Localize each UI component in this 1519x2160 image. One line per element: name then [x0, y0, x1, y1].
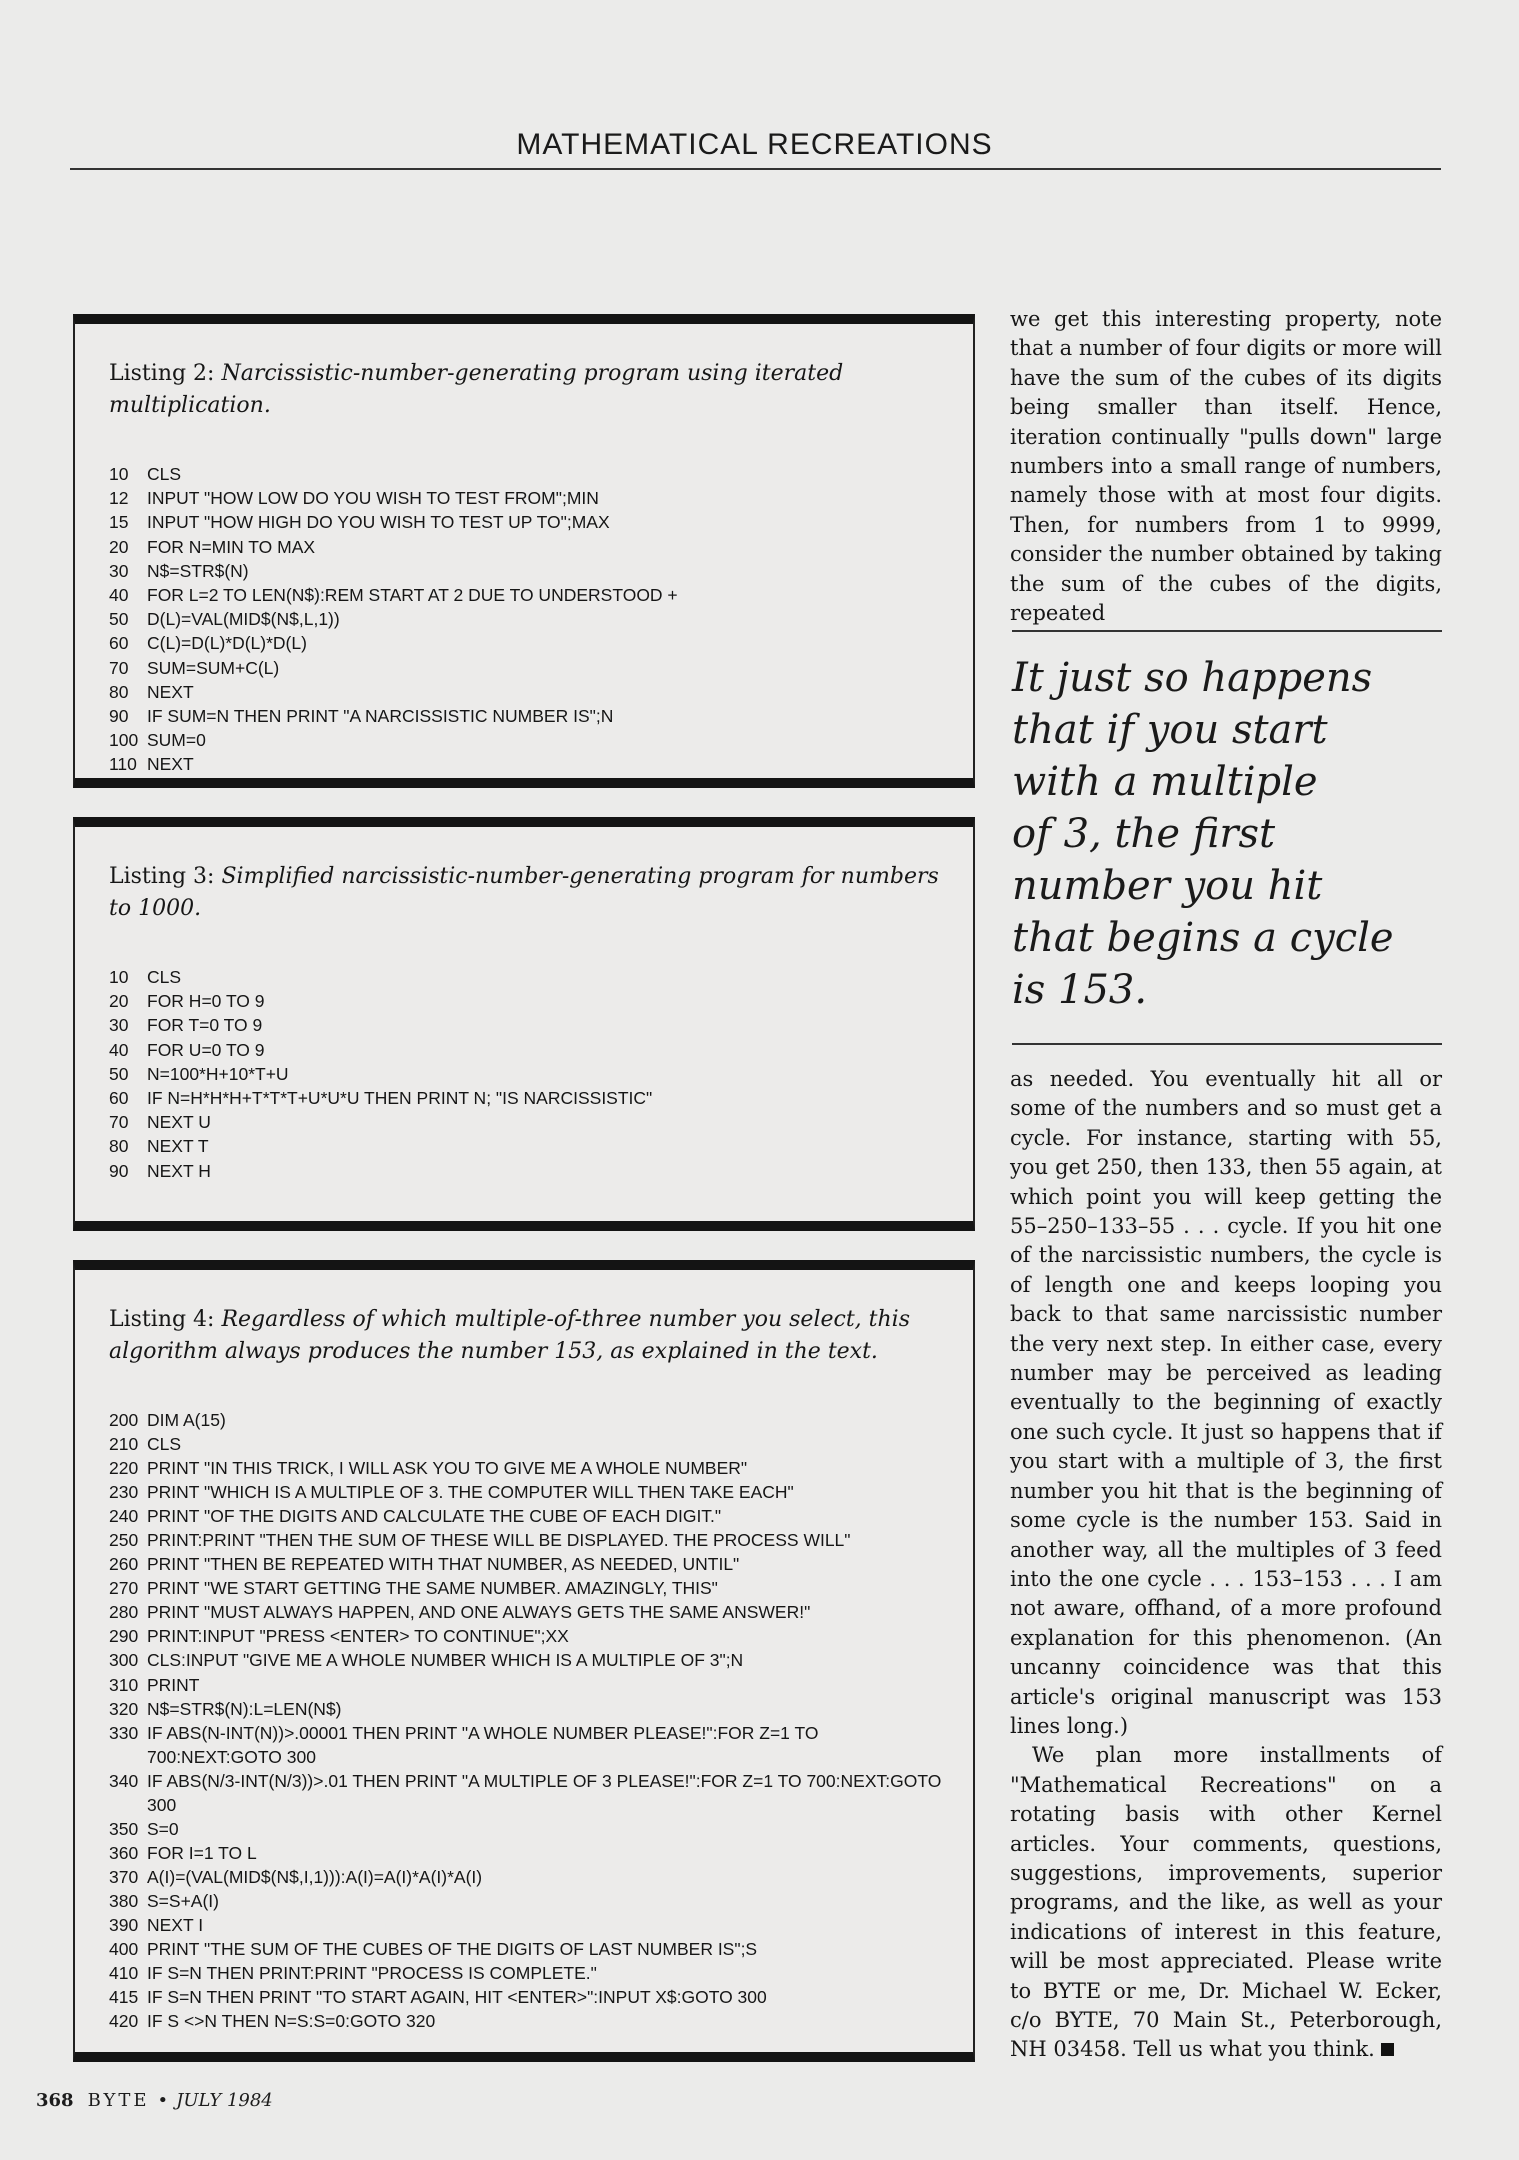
code-text: NEXT U	[147, 1112, 211, 1133]
code-line	[109, 965, 943, 989]
code-line	[109, 1038, 943, 1062]
pull-quote-line: is 153.	[1012, 967, 1148, 1013]
pull-quote-line: with a multiple	[1012, 759, 1318, 805]
code-line	[109, 1913, 943, 1937]
line-number: 410	[109, 1963, 139, 1984]
code-line	[109, 989, 943, 1013]
code-line	[109, 535, 943, 559]
listing-4-label: Listing 4:	[109, 1307, 222, 1332]
code-line	[109, 1086, 943, 1110]
line-number: 20	[109, 536, 129, 557]
code-line	[109, 752, 943, 776]
code-line	[109, 631, 943, 655]
code-line	[109, 728, 943, 752]
line-number: 90	[109, 1160, 129, 1181]
code-text: PRINT	[147, 1674, 200, 1695]
code-text: NEXT H	[147, 1160, 211, 1181]
listing-4-code	[109, 1408, 947, 2033]
page-number: 368	[36, 2090, 74, 2111]
code-line	[109, 1865, 943, 1889]
code-line	[109, 1600, 943, 1624]
code-text: INPUT "HOW LOW DO YOU WISH TO TEST FROM";MIN	[147, 488, 599, 509]
code-line	[109, 1961, 943, 1985]
code-text: C(L)=D(L)*D(L)*D(L)	[147, 633, 307, 654]
listing-4-caption	[109, 1304, 943, 1368]
code-text: NEXT T	[147, 1136, 209, 1157]
pull-quote	[1012, 652, 1442, 1016]
code-text: DIM A(15)	[147, 1410, 226, 1430]
listing-2-caption	[109, 358, 943, 422]
line-number: 50	[109, 1063, 129, 1084]
column-paragraph-closing	[1010, 1741, 1442, 2064]
code-line	[109, 1528, 943, 1552]
code-text: N$=STR$(N)	[147, 560, 249, 581]
line-number: 300	[109, 1650, 139, 1671]
line-number: 70	[109, 1112, 129, 1133]
code-line	[109, 680, 943, 704]
listing-3-box	[73, 817, 975, 1231]
line-number: 40	[109, 1039, 129, 1060]
line-number: 30	[109, 1015, 129, 1036]
line-number: 30	[109, 560, 129, 581]
line-number: 110	[109, 754, 137, 775]
listing-3-caption-text: Simplified narcissistic-number-generating program for numbers to 1000.	[109, 864, 939, 921]
code-line	[109, 1552, 943, 1576]
code-text: PRINT "IN THIS TRICK, I WILL ASK YOU TO GIVE ME A WHOLE NUMBER"	[147, 1458, 748, 1479]
line-number: 40	[109, 585, 129, 606]
line-number: 80	[109, 681, 129, 702]
code-line	[109, 704, 943, 728]
line-number: 10	[109, 464, 129, 484]
code-text: FOR U=0 TO 9	[147, 1039, 265, 1060]
page-footer	[36, 2090, 273, 2111]
code-line	[109, 1159, 943, 1183]
pull-quote-line: It just so happens	[1012, 655, 1373, 701]
column-paragraph-cycles: as needed. You eventually hit all or some of the numbers and so must get a cycle. For instance, starting with 55, you get 250, then 133, then 55 again, at which point you will keep getting the 55–250–133–55 . . . cycle. If you hit one of the narcissistic numbers, the cycle is of length one and keeps looping you back to that same narcissistic number the very next step. In either case, every number may be perceived as leading eventually to the beginning of exactly one such cycle. It just so happens that if you start with a multiple of 3, the first number you hit that is the beginning of some cycle is the number 153. Said in another way, all the multiples of 3 feed into the one cycle . . . 153–153 . . . I am not aware, offhand, of a more profound explanation for this phenomenon. (An uncanny coincidence was that this article's original manuscript was 153 lines long.)	[1010, 1067, 1442, 1738]
code-text: FOR N=MIN TO MAX	[147, 536, 316, 557]
code-text: SUM=SUM+C(L)	[147, 657, 280, 678]
listing-3-label: Listing 3:	[109, 864, 222, 889]
line-number: 370	[109, 1866, 139, 1887]
listing-2-code	[109, 462, 943, 777]
code-line	[109, 1697, 943, 1721]
line-number: 50	[109, 609, 129, 630]
line-number: 230	[109, 1482, 139, 1503]
issue-date: JULY 1984	[176, 2090, 273, 2111]
line-number: 15	[109, 512, 129, 533]
code-text: SUM=0	[147, 730, 206, 751]
line-number: 350	[109, 1818, 139, 1839]
footer-separator: •	[157, 2090, 169, 2111]
code-text: CLS	[147, 967, 182, 987]
code-text: PRINT "OF THE DIGITS AND CALCULATE THE CUBE OF EACH DIGIT."	[147, 1506, 722, 1527]
code-line	[109, 510, 943, 534]
code-line	[109, 462, 943, 486]
line-number: 420	[109, 2011, 139, 2032]
code-text: FOR I=1 TO L	[147, 1842, 257, 1863]
page-header-title: MATHEMATICAL RECREATIONS	[516, 128, 993, 161]
line-number: 280	[109, 1602, 139, 1623]
line-number: 250	[109, 1530, 139, 1551]
code-text: IF N=H*H*H+T*T*T+U*U*U THEN PRINT N; "IS NARCISSISTIC"	[147, 1088, 653, 1109]
line-number: 260	[109, 1554, 139, 1575]
line-number: 330	[109, 1722, 139, 1743]
code-line	[109, 1110, 943, 1134]
code-text: PRINT "THE SUM OF THE CUBES OF THE DIGITS OF LAST NUMBER IS";S	[147, 1939, 758, 1960]
code-text: FOR T=0 TO 9	[147, 1015, 263, 1036]
code-text: IF S <>N THEN N=S:S=0:GOTO 320	[147, 2011, 436, 2032]
code-line	[109, 1456, 943, 1480]
line-number: 60	[109, 633, 129, 654]
header-rule	[70, 168, 1441, 170]
code-line	[109, 1576, 943, 1600]
code-text: D(L)=VAL(MID$(N$,L,1))	[147, 609, 340, 630]
code-line	[109, 1817, 943, 1841]
line-number: 10	[109, 967, 129, 987]
line-number: 12	[109, 488, 129, 509]
pull-quote-line: that begins a cycle	[1012, 915, 1394, 961]
code-line	[109, 1624, 943, 1648]
code-line	[109, 1134, 943, 1158]
code-line	[109, 607, 943, 631]
code-line	[109, 656, 943, 680]
listing-4-caption-text: Regardless of which multiple-of-three number you select, this algorithm always produces the number 153, as explained in the text.	[109, 1307, 910, 1364]
line-number: 290	[109, 1626, 139, 1647]
code-text: INPUT "HOW HIGH DO YOU WISH TO TEST UP TO";MAX	[147, 512, 610, 533]
line-number: 310	[109, 1674, 139, 1695]
code-line	[109, 1648, 943, 1672]
code-text: FOR L=2 TO LEN(N$):REM START AT 2 DUE TO UNDERSTOOD +	[147, 585, 678, 606]
code-line	[109, 486, 943, 510]
listing-4-box	[73, 1260, 975, 2062]
line-number: 320	[109, 1698, 139, 1719]
code-text: IF ABS(N/3-INT(N/3))>.01 THEN PRINT "A MULTIPLE OF 3 PLEASE!":FOR Z=1 TO 700:NEXT:GOTO 300	[147, 1770, 947, 1815]
line-number: 100	[109, 730, 139, 751]
line-number: 220	[109, 1458, 139, 1479]
line-number: 210	[109, 1434, 139, 1455]
code-text: S=S+A(I)	[147, 1890, 219, 1911]
line-number: 240	[109, 1506, 139, 1527]
code-text: PRINT:INPUT "PRESS <ENTER> TO CONTINUE";XX	[147, 1626, 569, 1647]
code-line	[109, 1985, 943, 2009]
publication-name: BYTE	[87, 2090, 150, 2111]
pull-quote-bottom-rule	[1012, 1043, 1442, 1045]
line-number: 70	[109, 657, 129, 678]
line-number: 90	[109, 706, 129, 727]
code-line	[109, 1062, 943, 1086]
code-text: IF ABS(N-INT(N))>.00001 THEN PRINT "A WHOLE NUMBER PLEASE!":FOR Z=1 TO 700:NEXT:GOTO 300	[147, 1722, 824, 1767]
pull-quote-line: of 3, the first	[1012, 811, 1276, 857]
listing-3-code	[109, 965, 943, 1183]
line-number: 360	[109, 1842, 139, 1863]
listing-2-label: Listing 2:	[109, 361, 222, 386]
code-line	[109, 1013, 943, 1037]
code-line	[109, 1889, 943, 1913]
line-number: 380	[109, 1890, 139, 1911]
code-line	[109, 1841, 943, 1865]
code-line	[109, 1721, 943, 1769]
code-line	[109, 1769, 947, 1817]
code-text: NEXT	[147, 681, 194, 702]
line-number: 390	[109, 1914, 139, 1935]
code-line	[109, 1432, 943, 1456]
listing-2-caption-text: Narcissistic-number-generating program using iterated multiplication.	[109, 361, 844, 418]
line-number: 340	[109, 1770, 139, 1791]
code-line	[109, 1408, 943, 1432]
pull-quote-top-rule	[1012, 630, 1442, 632]
line-number: 270	[109, 1578, 139, 1599]
code-line	[109, 1673, 943, 1697]
code-text: CLS:INPUT "GIVE ME A WHOLE NUMBER WHICH IS A MULTIPLE OF 3";N	[147, 1650, 744, 1671]
code-text: CLS	[147, 464, 182, 484]
code-text: CLS	[147, 1434, 182, 1455]
code-text: FOR H=0 TO 9	[147, 991, 265, 1012]
pull-quote-line: number you hit	[1012, 863, 1323, 909]
code-text: IF SUM=N THEN PRINT "A NARCISSISTIC NUMBER IS";N	[147, 706, 614, 727]
code-text: IF S=N THEN PRINT:PRINT "PROCESS IS COMPLETE."	[147, 1963, 597, 1984]
listing-3-caption	[109, 861, 943, 925]
code-text: A(I)=(VAL(MID$(N$,I,1))):A(I)=A(I)*A(I)*A(I)	[147, 1866, 483, 1887]
code-text: PRINT "THEN BE REPEATED WITH THAT NUMBER, AS NEEDED, UNTIL"	[147, 1554, 740, 1575]
line-number: 60	[109, 1088, 129, 1109]
column-bottom-text	[1010, 1065, 1442, 2065]
listing-2-box	[73, 314, 975, 788]
code-text: N$=STR$(N):L=LEN(N$)	[147, 1698, 342, 1719]
end-mark-icon	[1381, 2043, 1394, 2056]
code-text: PRINT "WHICH IS A MULTIPLE OF 3. THE COMPUTER WILL THEN TAKE EACH"	[147, 1482, 794, 1503]
column-paragraph-closing-text: We plan more installments of "Mathematical Recreations" on a rotating basis with other Kernel articles. Your comments, questions, suggestions, improvements, superior programs, and the like, as well as your indications of interest in this feature, will be most appreciated. Please write to BYTE or me, Dr. Michael W. Ecker, c/o BYTE, 70 Main St., Peterborough, NH 03458. Tell us what you think.	[1010, 1743, 1442, 2062]
code-text: N=100*H+10*T+U	[147, 1063, 289, 1084]
line-number: 400	[109, 1939, 139, 1960]
code-line	[109, 1504, 943, 1528]
pull-quote-line: that if you start	[1012, 707, 1328, 753]
line-number: 20	[109, 991, 129, 1012]
code-text: S=0	[147, 1818, 179, 1839]
line-number: 200	[109, 1410, 139, 1430]
code-text: NEXT	[147, 754, 194, 775]
line-number: 80	[109, 1136, 129, 1157]
column-top-text	[1010, 305, 1442, 628]
code-text: IF S=N THEN PRINT "TO START AGAIN, HIT <ENTER>":INPUT X$:GOTO 300	[147, 1987, 767, 2008]
code-line	[109, 559, 943, 583]
code-text: PRINT "WE START GETTING THE SAME NUMBER. AMAZINGLY, THIS"	[147, 1578, 718, 1599]
code-line	[109, 1937, 943, 1961]
code-text: PRINT "MUST ALWAYS HAPPEN, AND ONE ALWAYS GETS THE SAME ANSWER!"	[147, 1602, 811, 1623]
code-line	[109, 583, 943, 607]
code-line	[109, 2009, 943, 2033]
code-text: PRINT:PRINT "THEN THE SUM OF THESE WILL BE DISPLAYED. THE PROCESS WILL"	[147, 1530, 851, 1551]
code-text: NEXT I	[147, 1914, 204, 1935]
column-top-paragraph: we get this interesting property, note that a number of four digits or more will have the sum of the cubes of its digits being smaller than itself. Hence, iteration continually "pulls down" large numbers into a small range of numbers, namely those with at most four digits. Then, for numbers from 1 to 9999, consider the number obtained by taking the sum of the cubes of the digits, repeated	[1010, 307, 1442, 626]
line-number: 415	[109, 1987, 139, 2008]
code-line	[109, 1480, 943, 1504]
